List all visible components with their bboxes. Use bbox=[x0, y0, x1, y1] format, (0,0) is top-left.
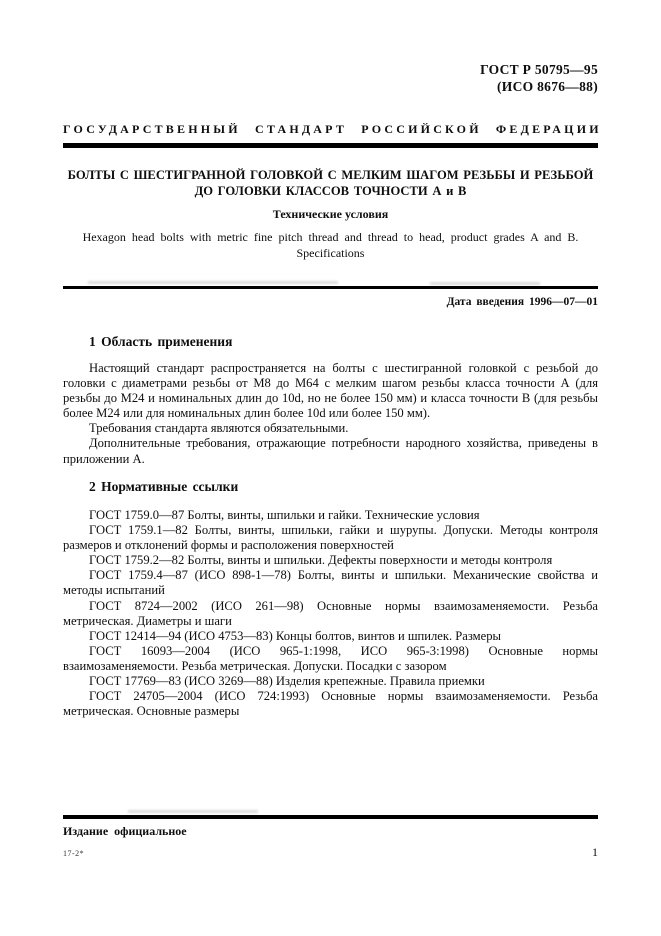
english-title bbox=[63, 229, 598, 261]
document-title bbox=[63, 168, 598, 199]
section2-body bbox=[63, 508, 598, 719]
section1-paragraph: Требования стандарта являются обязательными. bbox=[89, 421, 349, 436]
standard-number: ГОСТ Р 50795—95 bbox=[480, 62, 598, 77]
official-edition-label: Издание официальное bbox=[63, 824, 187, 838]
middle-rule bbox=[63, 286, 598, 289]
reference-item: ГОСТ 16093—2004 (ИСО 965-1:1998, ИСО 965-3:1998) Основные нормы взаимозаменяемости. Резьба метрическая. Допуски. Посадки с зазором bbox=[63, 643, 598, 673]
english-title-line2: Specifications bbox=[296, 246, 365, 260]
section1-heading: 1 Область применения bbox=[89, 334, 233, 349]
reference-item: ГОСТ 1759.0—87 Болты, винты, шпильки и гайки. Технические условия bbox=[89, 508, 480, 522]
effective-date: Дата введения 1996—07—01 bbox=[446, 296, 598, 308]
print-code: 17-2* bbox=[63, 849, 85, 858]
reference-item: ГОСТ 8724—2002 (ИСО 261—98) Основные нормы взаимозаменяемости. Резьба метрическая. Диаметры и шаги bbox=[63, 598, 598, 628]
reference-item: ГОСТ 24705—2004 (ИСО 724:1993) Основные нормы взаимозаменяемости. Резьба метрическая. Основные размеры bbox=[63, 689, 598, 719]
section2-heading: 2 Нормативные ссылки bbox=[89, 479, 239, 494]
english-title-line1: Hexagon head bolts with metric fine pitch thread and thread to head, product grades A and B. bbox=[82, 230, 579, 244]
page-number: 1 bbox=[592, 845, 598, 859]
section1-paragraph: Настоящий стандарт распространяется на болты с шестигранной головкой с резьбой до головки с диаметрами резьбы от М8 до М64 с мелким шагом резьбы класса точности А (для резьбы до М24 и номинальных длин до 10d, но не более 150 мм) и класса точности В (для резьбы более М24 или для номинальных длин более 10d или более 150 мм). bbox=[63, 361, 598, 421]
reference-item: ГОСТ 17769—83 (ИСО 3269—88) Изделия крепежные. Правила приемки bbox=[89, 674, 485, 689]
iso-number: (ИСО 8676—88) bbox=[496, 78, 598, 94]
scan-artifact bbox=[128, 810, 258, 813]
scan-artifact bbox=[430, 282, 540, 285]
document-title-line1: БОЛТЫ С ШЕСТИГРАННОЙ ГОЛОВКОЙ С МЕЛКИМ ШАГОМ РЕЗЬБЫ И РЕЗЬБОЙ bbox=[67, 168, 594, 182]
reference-item: ГОСТ 1759.4—87 (ИСО 898-1—78) Болты, винты и шпильки. Механические свойства и методы испытаний bbox=[63, 568, 598, 598]
reference-item: ГОСТ 12414—94 (ИСО 4753—83) Концы болтов, винтов и шпилек. Размеры bbox=[89, 628, 502, 643]
section1-paragraph: Дополнительные требования, отражающие потребности народного хозяйства, приведены в приложении А. bbox=[63, 436, 598, 466]
scan-artifact bbox=[88, 281, 338, 284]
top-rule bbox=[63, 143, 598, 148]
document-title-line2: ДО ГОЛОВКИ КЛАССОВ ТОЧНОСТИ А и В bbox=[194, 183, 467, 198]
section1-body bbox=[63, 361, 598, 467]
footer-rule bbox=[63, 815, 598, 819]
reference-item: ГОСТ 1759.1—82 Болты, винты, шпильки, гайки и шурупы. Допуски. Методы контроля размеров и отклонений формы и расположения поверхностей bbox=[63, 523, 598, 553]
standard-number-block bbox=[480, 62, 598, 95]
reference-item: ГОСТ 1759.2—82 Болты, винты и шпильки. Дефекты поверхности и методы контроля bbox=[89, 553, 553, 568]
document-subtitle: Технические условия bbox=[272, 207, 389, 221]
federation-banner: ГОСУДАРСТВЕННЫЙ СТАНДАРТ РОССИЙСКОЙ ФЕДЕРАЦИИ bbox=[63, 122, 602, 136]
